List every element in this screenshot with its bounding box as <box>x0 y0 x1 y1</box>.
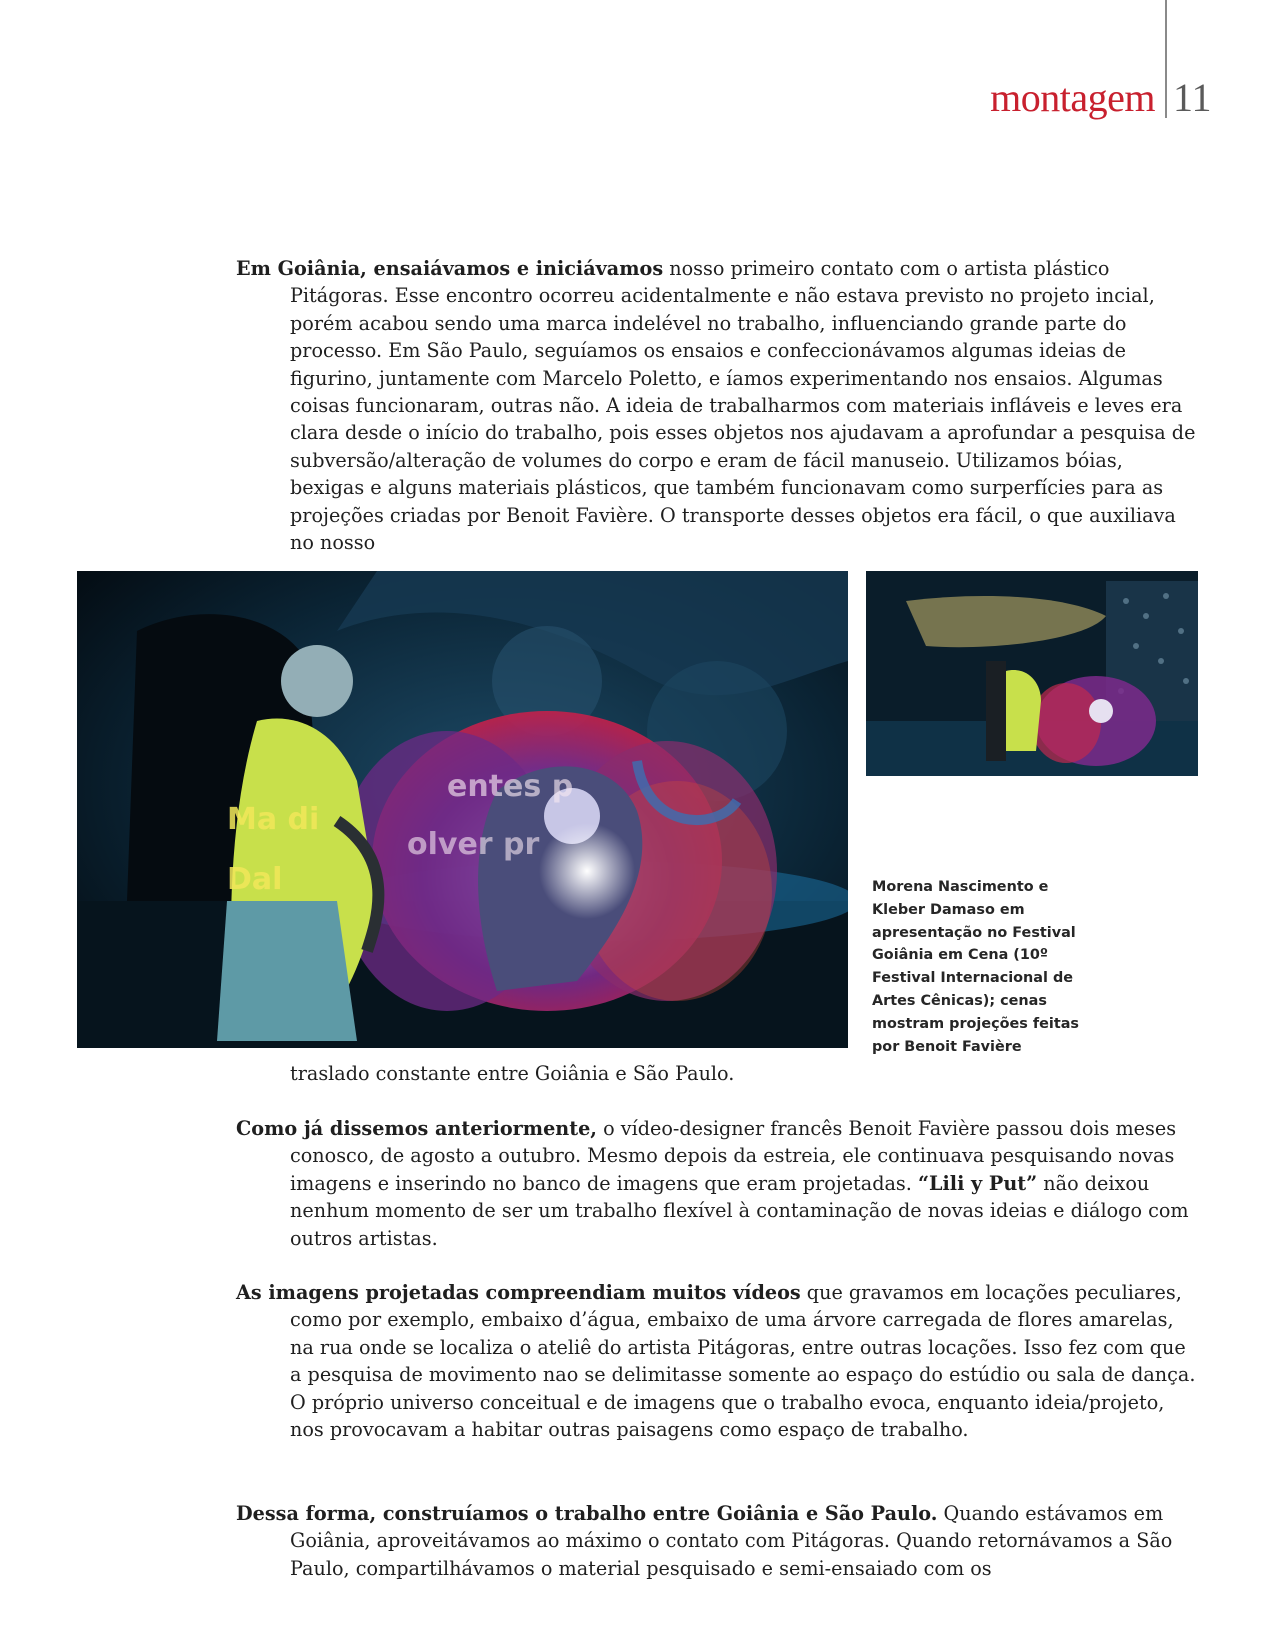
performance-photo-main-image <box>77 571 848 1048</box>
paragraph-3-text: que gravamos em locações peculiares, como por exemplo, embaixo d’água, embaixo de uma árvore carregada de flores amarelas, na rua onde se localiza o ateliê do artista Pitágoras, entre outras locações. Isso fez com que a pesquisa de movimento nao se delimitasse somente ao espaço do estúdio ou sala de dança. O próprio universo conceitual e de imagens que o trabalho evoca, enquanto ideia/projeto, nos provocavam a habitar outras paisagens como espaço de trabalho. <box>290 1281 1196 1442</box>
performance-photo-small <box>866 571 1198 776</box>
paragraph-4 <box>236 1500 1200 1582</box>
paragraph-3-lead: As imagens projetadas compreendiam muitos vídeos <box>236 1281 801 1304</box>
svg-text:entes p: entes p <box>447 769 574 804</box>
paragraph-2-lead: Como já dissemos anteriormente, <box>236 1117 597 1140</box>
performance-photo-small-image <box>866 571 1198 776</box>
section-title: montagem <box>990 75 1155 120</box>
paragraph-2-text: o vídeo-designer francês Benoit Favière passou dois meses conosco, de agosto a outubro. Mesmo depois da estreia, ele continuava pesquisando novas imagens e inserindo no banco de imagens que eram projetadas. <box>290 1117 1177 1195</box>
paragraph-4-text: Quando estávamos em Goiânia, aproveitávamos ao máximo o contato com Pitágoras. Quando retornávamos a São Paulo, compartilhávamos o material pesquisado e semi-ensaiado com os <box>290 1502 1173 1580</box>
performance-photo-main <box>77 571 848 1048</box>
paragraph-3 <box>236 1279 1200 1443</box>
svg-text:Dal: Dal <box>227 862 283 897</box>
work-title: “Lili y Put” <box>917 1171 1038 1195</box>
page-number: 11 <box>1173 75 1212 120</box>
svg-text:Ma di: Ma di <box>227 802 320 837</box>
paragraph-1-text: nosso primeiro contato com o artista plástico Pitágoras. Esse encontro ocorreu acidentalmente e não estava previsto no projeto incial, porém acabou sendo uma marca indelével no trabalho, influenciando grande parte do processo. Em São Paulo, seguíamos os ensaios e confeccionávamos algumas ideias de figurino, juntamente com Marcelo Poletto, e íamos experimentando nos ensaios. Algumas coisas funcionaram, outras não. A ideia de trabalharmos com materiais infláveis e leves era clara desde o início do trabalho, pois esses objetos nos ajudavam a aprofundar a pesquisa de subversão/alteração de volumes do corpo e eram de fácil manuseio. Utilizamos bóias, bexigas e alguns materiais plásticos, que também funcionavam como surperfícies para as projeções criadas por Benoit Favière. O transporte desses objetos era fácil, o que auxiliava no nosso <box>290 257 1196 555</box>
paragraph-2-text-end: não deixou nenhum momento de ser um trabalho flexível à contaminação de novas ideias e diálogo com outros artistas. <box>290 1171 1189 1250</box>
svg-text:olver pr: olver pr <box>407 827 540 862</box>
paragraph-4-lead: Dessa forma, construíamos o trabalho entre Goiânia e São Paulo. <box>236 1502 938 1525</box>
paragraph-1-lead: Em Goiânia, ensaiávamos e iniciávamos <box>236 257 664 280</box>
paragraph-2 <box>236 1115 1200 1252</box>
paragraph-1-continuation: traslado constante entre Goiânia e São Paulo. <box>290 1062 735 1085</box>
photo-caption: Morena Nascimento e Kleber Damaso em apresentação no Festival Goiânia em Cena (10º Festival Internacional de Artes Cênicas); cenas mostram projeções feitas por Benoit Favière <box>872 879 1079 1055</box>
header-divider <box>1165 0 1167 118</box>
paragraph-1 <box>236 255 1200 556</box>
